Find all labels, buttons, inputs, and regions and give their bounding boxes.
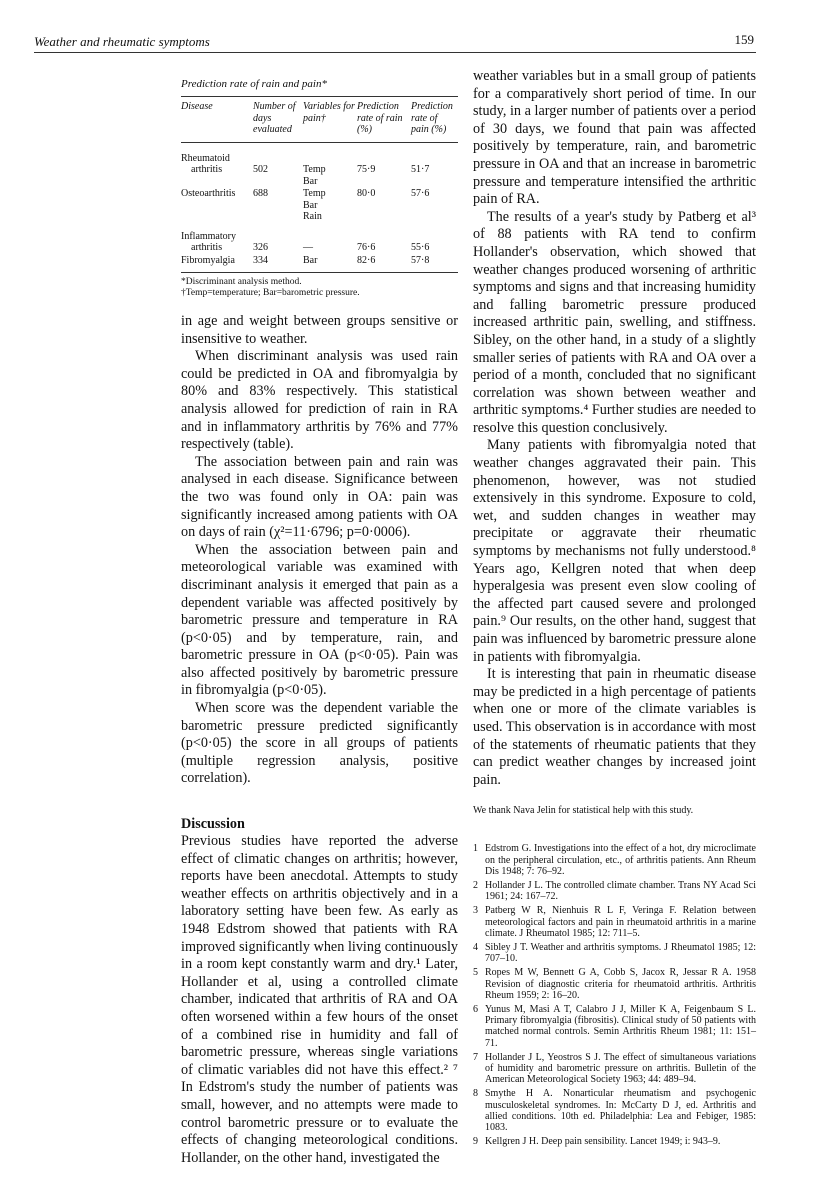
cell-pain: 57·8 [411,254,458,273]
col-header-pain: Prediction rate of pain (%) [411,97,458,143]
cell-days: 688 [253,188,268,199]
table-row [181,187,458,223]
reference-list [473,843,756,1147]
paragraph: Many patients with fibromyalgia noted that weather changes aggravated their pain. This phenomenon, however, was not studied extensively in this syndrome. Exposure to cold, wet, and sudden changes in weather may precipitate or aggravate their rheumatic symptoms by mechanisms not fully understood.⁸ Years ago, Kellgren noted that when deep hyperalgesia was present even slow cooling of the affected part caused severe and prolonged pain.⁹ Our results, on the other hand, suggest that pain was influenced by barometric pressure alone in patients with fibromyalgia. [473,437,756,665]
cell-days: 502 [253,164,268,175]
paragraph: Previous studies have reported the adverse effect of climatic changes on arthritis; however, reports have been anecdotal. Attempts to study weather effects on arthritis objectively and in a laboratory setting have been few. As early as 1948 Edstrom showed that patients with RA improved significantly when living continuously in a room kept constantly warm and dry.¹ Later, Hollander et al, using a controlled climate chamber, indicated that arthritis of RA and OA often worsened within a few hours of the onset of a combined rise in humidity and fall of barometric pressure, whereas single variations of climatic variables did not have this effect.² ⁷ In Edstrom's study the number of patients was small, however, and no attempts were made to control barometric pressure or to evaluate the effects of changing meteorological conditions. Hollander, on the other hand, investigated the [181,833,458,1166]
reference-item: 6 Yunus M, Masi A T, Calabro J J, Miller K A, Feigenbaum S L. Primary fibromyalgia (fibrositis). Clinical study of 50 patients with matched normal controls. Semin Arthritis Rheum 1981; 11: 151–71. [473,1003,756,1049]
acknowledgement: We thank Nava Jelin for statistical help with this study. [473,805,694,817]
cell-rain: 82·6 [357,254,411,273]
paragraph: When discriminant analysis was used rain could be predicted in OA and fibromyalgia by 80% and 83% respectively. This statistical analysis allowed for prediction of rain in RA and in inflammatory arthritis by 76% and 77% respectively (table). [181,348,458,453]
col-header-disease: Disease [181,97,253,143]
reference-item: 2 Hollander J L. The controlled climate chamber. Trans NY Acad Sci 1961; 24: 167–72. [473,879,756,903]
header-rule [34,52,756,53]
reference-item: 4 Sibley J T. Weather and arthritis symptoms. J Rheumatol 1985; 12: 707–10. [473,941,756,965]
cell-disease: Rheumatoid arthritis [181,152,230,175]
paragraph: When the association between pain and meteorological variable was examined with discriminant analysis it emerged that pain as a dependent variable was affected positively by barometric pressure and temperature in RA (p<0·05) and by temperature, rain, and barometric pressure in OA (p<0·05). Pain was also affected positively by barometric pressure in fibromyalgia (p<0·05). [181,541,458,699]
right-column [473,68,756,1150]
reference-item: 1 Edstrom G. Investigations into the effect of a hot, dry microclimate on the peripheral circulation, etc., of arthritis patients. Ann Rheum Dis 1948; 7: 76–92. [473,843,756,877]
cell-rain: 75·9 [357,164,376,175]
table-footnote: †Temp=temperature; Bar=barometric pressure. [181,288,360,298]
cell-rain: 76·6 [357,242,376,253]
table-header-row [181,97,458,143]
cell-disease: Osteoarthritis [181,188,236,199]
reference-item: 7 Hollander J L, Yeostros S J. The effect of simultaneous variations of humidity and barometric pressure on arthritis. Bulletin of the American Meteorological Society 1963; 44: 489–94. [473,1051,756,1086]
paragraph: weather variables but in a small group of patients for a comparatively short period of time. In our study, in a larger number of patients over a period of 30 days, we found that pain was affected positively by temperature, rain, and barometric pressure in OA and that an increase in barometric pressure and temperature intensified the arthritic pain of RA. [473,68,756,208]
cell-variables: Temp Bar Rain [303,188,326,222]
col-header-variables: Variables for pain† [303,97,357,143]
page-number: 159 [734,32,754,47]
cell-rain: 80·0 [357,188,376,199]
cell-disease: Inflammatory arthritis [181,230,236,253]
col-header-days: Number of days evaluated [253,97,303,143]
table-footnote: *Discriminant analysis method. [181,277,302,287]
discussion-text [181,833,458,1167]
table-row [181,254,458,273]
paragraph: It is interesting that pain in rheumatic disease may be predicted in a high percentage of patients when one or more of the climate variables is used. This observation is in accordance with most of the statements of rheumatic patients that they can predict weather changes by increased joint pain. [473,666,756,788]
table-row [181,142,458,187]
prediction-table [181,96,458,273]
cell-pain: 57·6 [411,188,430,199]
left-column [181,68,458,1167]
reference-item: 3 Patberg W R, Nienhuis R L F, Veringa F. Relation between meteorological factors and pain in rheumatoid arthritis in a marine climate. J Rheumatol 1985; 12: 711–5. [473,905,756,939]
section-heading-discussion: Discussion [181,816,245,833]
cell-variables: — [303,242,313,253]
paragraph: When score was the dependent variable the barometric pressure predicted significantly (p<0·05) the score in all groups of patients (multiple regression analysis, positive correlation). [181,700,458,787]
cell-variables: Bar [303,254,357,273]
table-row [181,223,458,254]
col-header-rain: Prediction rate of rain (%) [357,97,411,143]
table-footnotes [181,277,458,299]
table-caption: Prediction rate of rain and pain* [181,78,327,90]
cell-pain: 55·6 [411,242,430,253]
paragraph: The results of a year's study by Patberg et al³ of 88 patients with RA tend to confirm Hollander's observation, which showed that weather changes produced worsening of arthritic symptoms and signs and that increasing humidity and falling barometric pressure produced increased arthritic pain, swelling, and stiffness. Sibley, on the other hand, in a study of a slightly smaller series of patients with RA and OA over a period of a month, concluded that no significant correlation was shown between weather and arthritic symptoms.⁴ Further studies are needed to resolve this question conclusively. [473,208,756,436]
running-title: Weather and rheumatic symptoms [34,34,210,49]
paragraph: The association between pain and rain was analysed in each disease. Significance between the two was found only in OA: pain was significantly increased among patients with OA on days of rain (χ²=11·6796; p=0·0006). [181,453,458,541]
paragraph: in age and weight between groups sensitive or insensitive to weather. [181,313,458,347]
cell-days: 326 [253,242,268,253]
reference-item: 5 Ropes M W, Bennett G A, Cobb S, Jacox R, Jessar R A. 1958 Revision of diagnostic criteria for rheumatoid arthritis. Arthritis Rheum 1959; 2: 16–20. [473,967,756,1001]
cell-days: 334 [253,254,303,273]
reference-item: 8 Smythe H A. Nonarticular rheumatism and psychogenic musculoskeletal syndromes. In: McCarty D J, ed. Arthritis and allied conditions. 10th ed. Philadelphia: Lea and Febiger, 1985: 1083. [473,1088,756,1134]
results-text [181,313,458,788]
cell-pain: 51·7 [411,164,430,175]
cell-variables: Temp Bar [303,164,326,187]
discussion-continued [473,68,756,789]
reference-item: 9 Kellgren J H. Deep pain sensibility. Lancet 1949; i: 943–9. [473,1136,721,1148]
cell-disease: Fibromyalgia [181,254,253,273]
